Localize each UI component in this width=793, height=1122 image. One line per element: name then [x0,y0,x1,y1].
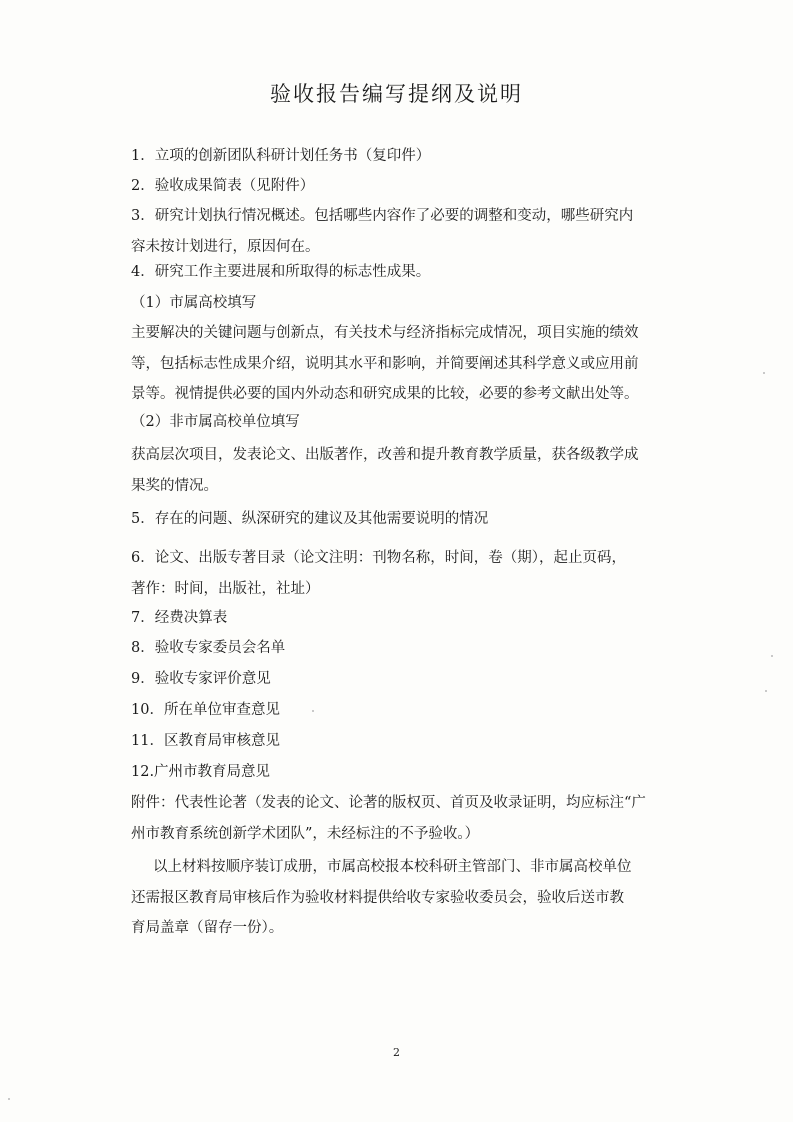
paragraph-line: 景等。视情提供必要的国内外动态和研究成果的比较，必要的参考文献出处等。 [131,386,639,402]
sub-item-2: （2）非市属高校单位填写 [131,414,300,430]
scan-speck [771,655,773,657]
outline-item-4: 4．研究工作主要进展和所取得的标志性成果。 [131,264,431,280]
attachment-note-cont: 州市教育系统创新学术团队”，未经标注的不予验收。） [131,826,480,842]
outline-item-3: 3．研究计划执行情况概述。包括哪些内容作了必要的调整和变动，哪些研究内 [131,208,634,224]
paragraph-line: 等，包括标志性成果介绍，说明其水平和影响，并简要阐述其科学意义或应用前 [131,356,639,372]
outline-item-2: 2．验收成果简表（见附件） [131,178,315,194]
paragraph-line: 获高层次项目，发表论文、出版著作，改善和提升教育教学质量，获各级教学成 [131,447,639,463]
outline-item-10: 10．所在单位审查意见 [131,702,280,718]
binding-instructions: 以上材料按顺序装订成册，市属高校报本校科研主管部门、非市属高校单位 [153,859,632,875]
paragraph-line: 主要解决的关键问题与创新点，有关技术与经济指标完成情况，项目实施的绩效 [131,325,639,341]
scan-speck [312,710,314,712]
page-title: 验收报告编写提纲及说明 [270,82,523,106]
outline-item-1: 1．立项的创新团队科研计划任务书（复印件） [131,148,431,164]
outline-item-12: 12.广州市教育局意见 [131,764,271,780]
outline-item-3-cont: 容未按计划进行，原因何在。 [131,239,320,255]
scan-speck [765,690,767,692]
binding-instructions-cont: 还需报区教育局审核后作为验收材料提供给收专家验收委员会，验收后送市教 [131,890,624,906]
outline-item-9: 9．验收专家评价意见 [131,671,271,687]
binding-instructions-end: 育局盖章（留存一份）。 [131,920,284,936]
sub-item-1: （1）市属高校填写 [131,295,257,311]
scan-speck [763,372,765,374]
scan-speck [8,1098,10,1100]
outline-item-6-cont: 著作：时间，出版社，社址） [131,581,320,597]
outline-item-7: 7．经费决算表 [131,610,228,626]
attachment-note: 附件：代表性论著（发表的论文、论著的版权页、首页及收录证明，均应标注“广 [131,795,646,811]
outline-item-6: 6．论文、出版专著目录（论文注明：刊物名称，时间，卷（期），起止页码， [131,550,626,566]
page-number: 2 [393,1046,400,1059]
outline-item-5: 5．存在的问题、纵深研究的建议及其他需要说明的情况 [131,511,489,527]
outline-item-11: 11．区教育局审核意见 [131,733,280,749]
paragraph-line: 果奖的情况。 [131,478,218,494]
outline-item-8: 8．验收专家委员会名单 [131,640,286,656]
